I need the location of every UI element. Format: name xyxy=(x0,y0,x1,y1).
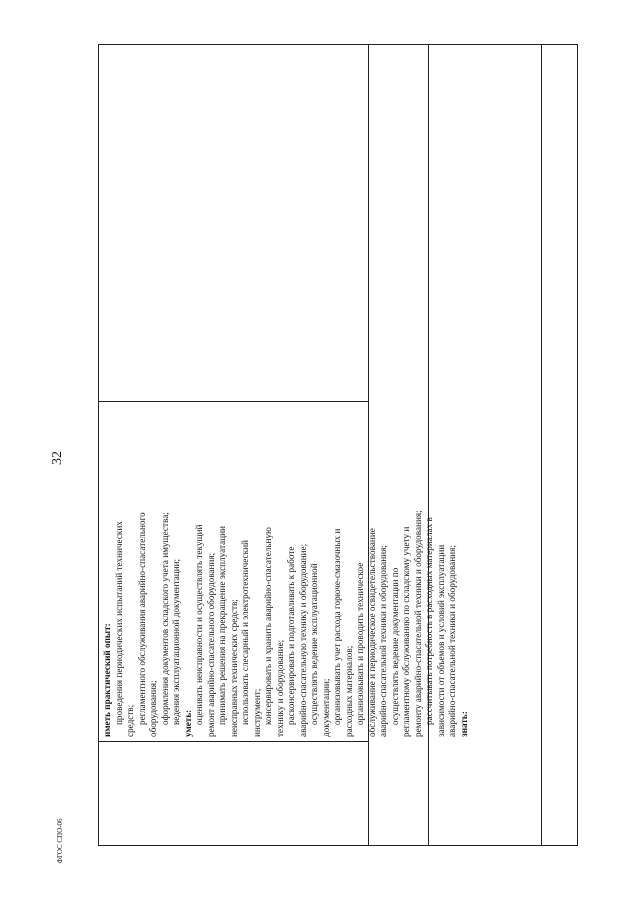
text-line: организовывать и проводить техническое xyxy=(355,562,365,725)
text-line: документации; xyxy=(320,678,331,737)
text-line: рассчитывать потребность в расходных материалах в xyxy=(424,517,434,725)
text-line: ведения эксплуатационной документации; xyxy=(171,558,181,725)
text-line: оборудования; xyxy=(148,680,158,737)
document-table xyxy=(98,44,578,846)
text-line: проведения периодических испытаний технических xyxy=(113,521,124,725)
text-line: использовать слесарный и электротехнический xyxy=(240,540,250,725)
text-line: регламентного обслуживания аварийно-спасательного xyxy=(136,512,147,725)
page-number: 32 xyxy=(50,451,65,465)
text-line: ремонту аварийно-спасательной техники и оборудования; xyxy=(412,510,423,737)
text-line: осуществлять ведение документации по xyxy=(389,567,400,725)
text-line: аварийно-спасательную технику и оборудование; xyxy=(297,543,308,737)
text-line: средств; xyxy=(125,704,135,737)
text-line: регламентному обслуживанию по складскому учету и xyxy=(401,526,411,737)
text-line: ремонт аварийно-спасательного оборудования; xyxy=(205,552,216,737)
section-heading: знать: xyxy=(458,711,469,737)
text-line: консервировать и хранить аварийно-спасательную xyxy=(263,527,273,725)
text-line: технику и оборудование; xyxy=(274,639,285,737)
text-line: оценивать неисправности и осуществлять текущий xyxy=(194,524,204,725)
text-line: принимать решения на прекращение эксплуатации xyxy=(217,526,227,725)
text-line: аварийно-спасательной техники и оборудования; xyxy=(378,545,388,737)
table-cell-blank xyxy=(99,741,368,845)
competency-text-cell xyxy=(99,401,469,741)
text-line: расконсервировать и подготавливать к работе xyxy=(286,546,296,725)
section-heading: уметь: xyxy=(182,709,193,737)
text-line: осуществлять ведение эксплуатационной xyxy=(309,563,319,725)
text-line: организовывать учет расхода горюче-смазочных и xyxy=(332,528,342,725)
footer-code: ФГОС СПО-06 xyxy=(56,818,64,864)
table-cell-blank xyxy=(99,45,368,401)
text-line: обслуживание и периодическое освидетельствование xyxy=(366,528,377,737)
text-line: оформления документов складского учета имущества; xyxy=(159,512,170,725)
text-line: расходных материалов; xyxy=(343,645,354,737)
text-line: аварийно-спасательной техники и оборудования; xyxy=(447,545,457,737)
table-row xyxy=(99,45,469,845)
table-row xyxy=(542,45,579,845)
text-line: инструмент; xyxy=(251,688,262,737)
text-line: неисправных технических средств; xyxy=(228,599,239,737)
text-line: зависимости от объемов и условий эксплуатации xyxy=(435,544,446,737)
section-heading: иметь практический опыт: xyxy=(102,623,112,737)
